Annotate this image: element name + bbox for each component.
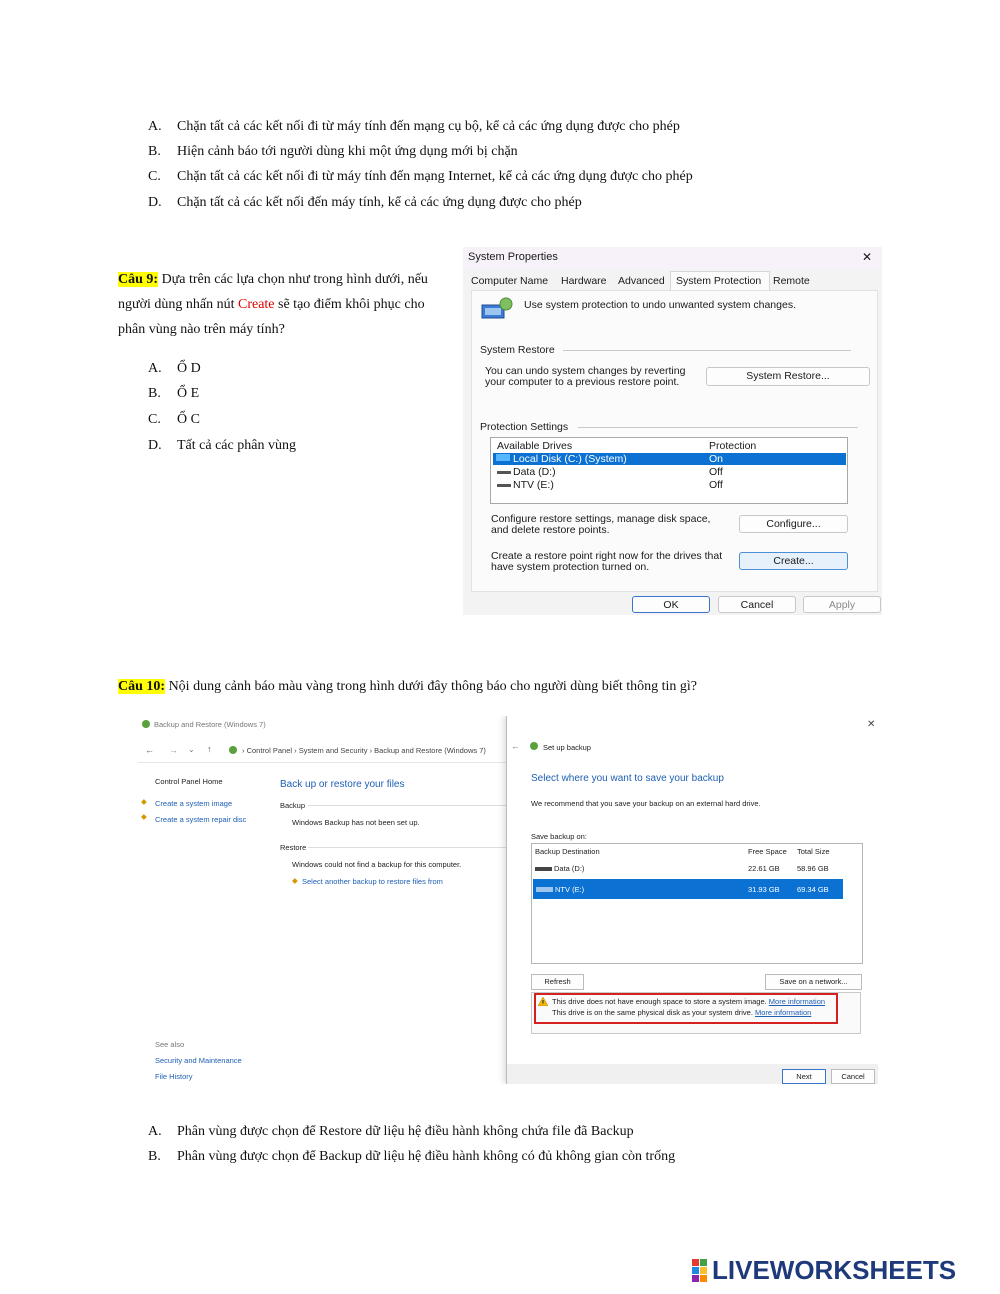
q8-option-b[interactable]: B. Hiện cảnh báo tới người dùng khi một ứng dụng mới bị chặn — [148, 144, 518, 159]
q9-label: Câu 9: — [118, 272, 159, 287]
tab-remote[interactable]: Remote — [773, 275, 810, 287]
control-panel-icon — [228, 745, 238, 755]
system-properties-dialog: System Properties ✕ Computer Name Hardware Advanced System Protection Remote Use system protection to undo unwanted system changes. System Restore You can undo system changes by reverting your computer to a previous restore point. System Restore... Protection Settings Available Drives Protection Local Disk (C:) (System) On Data (D:) Off NTV (E:) Off Configure restore settings, manage disk space, and delete restore points. Configure... Create a restore point right now for the drives that have system protection turned on. Create... OK Cancel Apply — [463, 247, 882, 615]
q10-label: Câu 10: — [118, 679, 166, 694]
control-panel-icon — [141, 719, 151, 729]
backup-restore-screenshot: Backup and Restore (Windows 7) ← → ⌄ ↑ › Control Panel › System and Security › Backup and Restore (Windows 7) Control Panel Home ◆ Create a system image ◆ Create a system repair disc Back up or restore your files Backup Windows Backup has not been set up. Restore Windows could not find a backup for this computer. ◆ Select another backup to restore files from See also Security and Maintenance File History ✕ ← Set up backup Select where you want to save your backup We recommend that you save your backup on an external hard drive. Save backup on: Backup Destination Free Space Total Size Data (D:) 22.61 GB 58.96 GB NTV (E:) 31.93 GB 69.34 GB Refresh Save on a network... This drive does not have enough space to store a system image. More information This drive is on the same physical disk as your system drive. More information Next Cancel — [138, 716, 878, 1084]
backup-icon — [529, 741, 539, 751]
tab-system-protection[interactable]: System Protection — [670, 271, 770, 290]
col-available-drives: Available Drives — [497, 440, 573, 452]
q8-option-c[interactable]: C. Chặn tất cả các kết nối đi từ máy tính đến mạng Internet, kể cả các ứng dụng được cho phép — [148, 169, 693, 184]
configure-button[interactable]: Configure... — [739, 515, 848, 533]
dialog-title: System Properties — [468, 251, 558, 263]
setup-heading: Select where you want to save your backup — [531, 773, 724, 784]
forward-arrow-icon[interactable]: → — [169, 745, 178, 755]
chevron-down-icon[interactable]: ⌄ — [188, 745, 195, 754]
tab-computer-name[interactable]: Computer Name — [471, 275, 549, 287]
setup-title: Set up backup — [543, 743, 591, 752]
q9-option-b[interactable]: B. Ổ E — [148, 386, 200, 401]
q10-option-a[interactable]: A. Phân vùng được chọn để Restore dữ liệu hệ điều hành không chứa file đã Backup — [148, 1124, 634, 1139]
more-information-link[interactable]: More information — [768, 997, 826, 1006]
cancel-button[interactable]: Cancel — [718, 596, 796, 613]
drive-row[interactable]: NTV (E:) — [513, 479, 554, 491]
q8-option-a[interactable]: A. Chặn tất cả các kết nối đi từ máy tính đến mạng cụ bộ, kể cả các ứng dụng được cho phép — [148, 119, 680, 134]
shield-icon: ◆ — [141, 797, 147, 806]
col-total-size: Total Size — [797, 847, 830, 856]
q9-option-d[interactable]: D. Tất cả các phân vùng — [148, 438, 296, 453]
shield-icon: ◆ — [292, 876, 298, 885]
disk-icon — [536, 887, 553, 892]
drive-row[interactable]: Data (D:) — [513, 466, 556, 478]
close-icon[interactable]: ✕ — [862, 250, 873, 264]
disk-icon — [497, 471, 511, 474]
warning-text-2: This drive is on the same physical disk as your system drive. More information — [552, 1008, 812, 1017]
create-repair-disc-link[interactable]: Create a system repair disc — [155, 815, 247, 824]
disk-icon — [496, 454, 510, 461]
page-title: Back up or restore your files — [280, 779, 405, 790]
up-arrow-icon[interactable]: ↑ — [207, 744, 212, 754]
logo-text: LIVEWORKSHEETS — [712, 1255, 957, 1285]
destination-list — [531, 843, 863, 964]
system-restore-group: System Restore — [480, 344, 555, 356]
next-button[interactable]: Next — [782, 1069, 826, 1084]
apply-button[interactable]: Apply — [803, 596, 881, 613]
destination-row[interactable]: Data (D:) — [554, 864, 585, 873]
back-arrow-icon[interactable]: ← — [511, 741, 520, 751]
q9-option-a[interactable]: A. Ổ D — [148, 361, 201, 376]
control-panel-home-link[interactable]: Control Panel Home — [155, 777, 223, 786]
q9-option-c[interactable]: C. Ổ C — [148, 412, 200, 427]
col-protection: Protection — [709, 440, 757, 452]
col-free-space: Free Space — [748, 847, 787, 856]
disk-icon — [535, 867, 552, 871]
q9-question: Câu 9: Dựa trên các lựa chọn như trong hình dưới, nếu người dùng nhấn nút Create sẽ tạo điểm khôi phục cho phân vùng nào trên máy tính? — [118, 272, 428, 337]
create-system-image-link[interactable]: Create a system image — [155, 799, 233, 808]
select-backup-link[interactable]: Select another backup to restore files from — [302, 877, 443, 886]
cancel-button[interactable]: Cancel — [831, 1069, 875, 1084]
close-icon[interactable]: ✕ — [867, 719, 876, 730]
more-information-link[interactable]: More information — [755, 1008, 812, 1017]
security-maintenance-link[interactable]: Security and Maintenance — [155, 1056, 242, 1065]
q10-option-b[interactable]: B. Phân vùng được chọn để Backup dữ liệu hệ điều hành không có đủ không gian còn trống — [148, 1149, 676, 1164]
create-highlight: Create — [237, 297, 275, 312]
save-on-network-button[interactable]: Save on a network... — [765, 974, 862, 990]
warning-icon — [538, 997, 548, 1006]
tab-hardware[interactable]: Hardware — [561, 275, 607, 287]
disk-icon — [497, 484, 511, 487]
back-arrow-icon[interactable]: ← — [145, 745, 154, 755]
q10-question: Câu 10: Nội dung cảnh báo màu vàng trong hình dưới đây thông báo cho người dùng biết thông tin gì? — [118, 679, 698, 694]
q8-option-d[interactable]: D. Chặn tất cả các kết nối đến máy tính, kể cả các ứng dụng được cho phép — [148, 195, 582, 210]
warning-text-1: This drive does not have enough space to store a system image. More information — [552, 997, 826, 1006]
system-protection-icon — [480, 297, 514, 323]
protection-settings-group: Protection Settings — [480, 421, 569, 433]
file-history-link[interactable]: File History — [155, 1072, 193, 1081]
ok-button[interactable]: OK — [632, 596, 710, 613]
shield-icon: ◆ — [141, 812, 147, 821]
refresh-button[interactable]: Refresh — [531, 974, 584, 990]
col-backup-destination: Backup Destination — [535, 847, 600, 856]
breadcrumb: › Control Panel › System and Security › Backup and Restore (Windows 7) — [242, 746, 486, 755]
system-restore-button[interactable]: System Restore... — [706, 367, 870, 386]
tab-advanced[interactable]: Advanced — [618, 275, 665, 287]
create-button[interactable]: Create... — [739, 552, 848, 570]
